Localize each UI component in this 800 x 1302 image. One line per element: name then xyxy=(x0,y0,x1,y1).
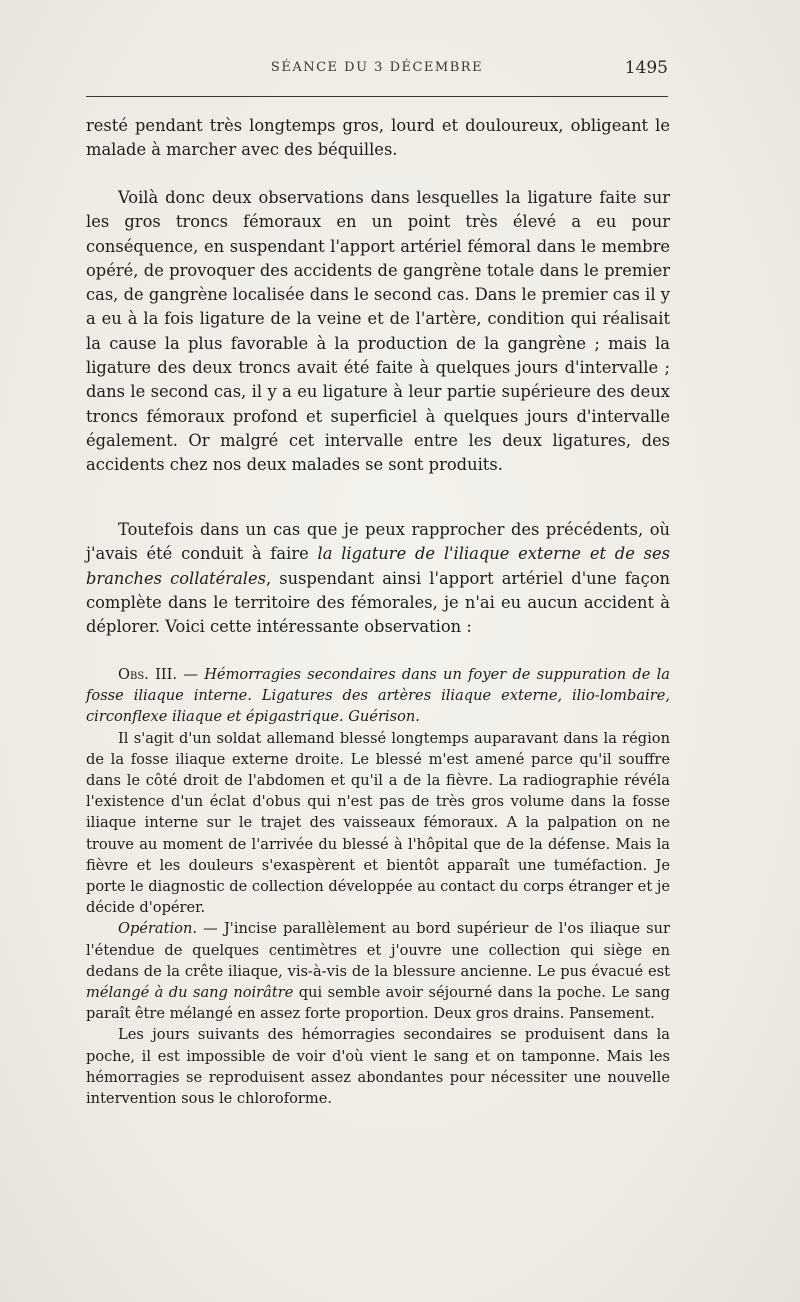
observation-paragraph-case: Il s'agit d'un soldat allemand blessé longtemps auparavant dans la région de la fosse iliaque externe droite. Le blessé m'est amené parce qu'il souffre dans le côté droit de l'abdomen et qu'il a de la fièvre. La radiographie révéla l'existence d'un éclat d'obus qui n'est pas de très gros volume dans la fosse iliaque interne sur le trajet des vaisseaux fémoraux. A la palpation on ne trouve au moment de l'arrivée du blessé à l'hôpital que de la défense. Mais la fièvre et les douleurs s'exaspèrent et bientôt apparaît une tuméfaction. Je porte le diagnostic de collection développée au contact du corps étranger et je décide d'opérer. xyxy=(86,729,670,917)
observation-dash: — xyxy=(177,666,205,683)
main-text-2 xyxy=(86,186,670,478)
operation-italic-phrase: mélangé à du sang noirâtre xyxy=(86,984,294,1002)
p3-text-after: , suspendant ainsi l'apport artériel d'une façon complète dans le territoire des fémorales, je n'ai eu aucun accident à déplorer. Voici cette intéressante observation : xyxy=(86,568,671,637)
observation-title: Hémorragies secondaires dans un foyer de suppuration de la fosse iliaque interne. Ligatures des artères iliaque externe, ilio-lombaire, circonflexe iliaque et épigastrique. Guérison. xyxy=(86,666,671,726)
main-text xyxy=(86,114,670,163)
operation-label: Opération. xyxy=(118,920,197,938)
paragraph-observations-summary: Voilà donc deux observations dans lesquelles la ligature faite sur les gros troncs fémoraux en un point très élevé a eu pour conséquence, en suspendant l'apport artériel fémoral dans le membre opéré, de provoquer des accidents de gangrène totale dans le premier cas, de gangrène localisée dans le second cas. Dans le premier cas il y a eu à la fois ligature de la veine et de l'artère, condition qui réalisait la cause la plus favorable à la production de la gangrène ; mais la ligature des deux troncs avait été faite à quelques jours d'intervalle ; dans le second cas, il y a eu ligature à leur partie supérieure des deux troncs fémoraux profond et superficiel à quelques jours d'intervalle également. Or malgré cet intervalle entre les deux ligatures, des accidents chez nos deux malades se sont produits. xyxy=(86,188,670,475)
observation-heading xyxy=(86,664,670,728)
paragraph-continuation: resté pendant très longtemps gros, lourd et douloureux, obligeant le malade à marcher avec des béquilles. xyxy=(86,116,670,160)
page-number: 1495 xyxy=(624,58,668,78)
operation-text-after: qui semble avoir séjourné dans la poche. Le sang paraît être mélangé en assez forte proportion. Deux gros drains. Pansement. xyxy=(86,984,671,1023)
main-text-3 xyxy=(86,518,670,639)
operation-dash: — xyxy=(196,920,224,938)
observation-paragraph-hemorrhages: Les jours suivants des hémorragies secondaires se produisent dans la poche, il est impossible de voir d'où vient le sang et on tamponne. Mais les hémorragies se reproduisent assez abondantes pour nécessiter une nouvelle intervention sous le chloroforme. xyxy=(86,1026,670,1108)
page-header xyxy=(86,60,668,88)
operation-text-before: J'incise parallèlement au bord supérieur de l'os iliaque sur l'étendue de quelques centimètres et j'ouvre une collection qui siège en dedans de la crête iliaque, vis-à-vis de la blessure ancienne. Le pus évacué est xyxy=(86,920,671,980)
running-head: SÉANCE DU 3 DÉCEMBRE xyxy=(270,60,484,75)
p3-text-before: Toutefois dans un cas que je peux rapprocher des précédents, où j'avais été conduit à faire xyxy=(86,520,670,564)
p3-italic-phrase: la ligature de l'iliaque externe et de ses branches collatérales xyxy=(86,544,670,588)
observation-paragraph-operation xyxy=(86,918,670,1024)
header-rule xyxy=(86,96,668,97)
observation-label: Obs. III. xyxy=(118,666,178,683)
observation-block xyxy=(86,664,670,1109)
paragraph-iliac-ligature xyxy=(86,518,670,639)
